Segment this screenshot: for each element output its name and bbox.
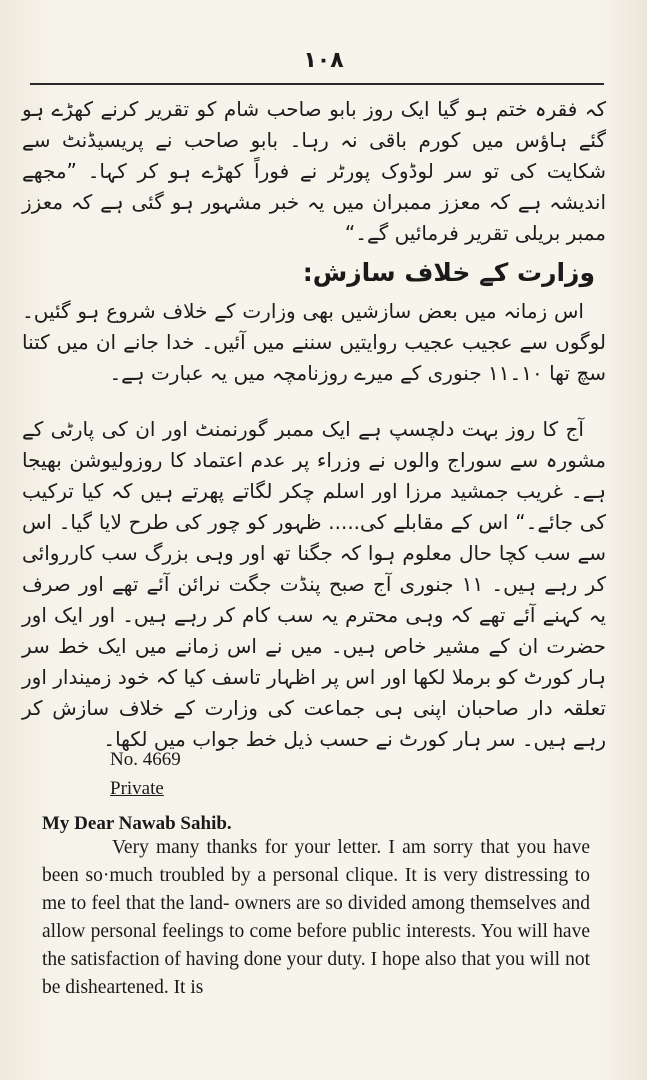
urdu-paragraph-3: آج کا روز بہت دلچسپ ہے ایک ممبر گورنمنٹ اور ان کی پارٹی کے مشورہ سے سوراج والوں نے وزراء پر عدم اعتماد کا روزولیوشن بھیجا ہے۔ غریب جمشید مرزا اور اسلم چکر لگاتے پھرتے ہیں کہ کیا ترکیب کی جائے۔“ اس کے مقابلے کی..... ظہور کو چور کی طرح لایا گیا۔ اس سے سب کچا حال معلوم ہوا کہ جگنا تھ اور وہی بزرگ سب کارروائی کر رہے ہیں۔ ۱۱ جنوری آج صبح پنڈت جگت نرائن آئے تھے اور صرف یہ کہنے آئے تھے کہ وہی محترم یہ سب کام کر رہے ہیں۔ اور ایک اور حضرت ان کے مشیر خاص ہیں۔ میں نے اس زمانے میں ایک خط سر ہار کورٹ کو برملا لکھا اور اس پر اظہار تاسف کیا کہ خود زمیندار اور تعلقہ دار صاحبان اپنی ہی جماعت کی وزارت کے خلاف سازش کر رہے ہیں۔ سر ہار کورٹ نے حسب ذیل خط جواب میں لکھا۔	[22, 417, 607, 751]
urdu-paragraph-1: کہ فقرہ ختم ہو گیا ایک روز بابو صاحب شام کو تقریر کرنے کھڑے ہو گئے ہاؤس میں کورم باقی نہ رہا۔ بابو صاحب نے پریسیڈنٹ سے شکایت کی تو سر لوڈوک پورٹر نے فوراً کھڑے ہو کر کہا۔ ”مجھے اندیشہ ہے کہ معزز ممبران میں یہ خبر مشہور ہو گئی ہے کہ معزز ممبر بریلی تقریر فرمائیں گے۔“	[22, 97, 606, 245]
header-rule	[30, 83, 604, 85]
letter-classification: Private	[110, 778, 164, 799]
section-heading: وزارت کے خلاف سازش:	[302, 258, 595, 287]
letter-body: Very many thanks for your letter. I am sorry that you have been so·much troubled by a personal clique. It is very distressing to me to feel that the land- owners are so divided among themselves and allow personal feelings to come before public interests. You will have the satisfaction of having done your duty. I hope also that you will not be disheartened. It is	[42, 837, 590, 998]
urdu-paragraph-2: اس زمانہ میں بعض سازشیں بھی وزارت کے خلاف شروع ہو گئیں۔ لوگوں سے عجیب عجیب روایتیں سننے میں آئیں۔ خدا جانے ان میں کتنا سچ تھا ۱۰۔۱۱ جنوری کے میرے روزنامچہ میں یہ عبارت ہے۔	[22, 299, 606, 385]
page-number: ۱۰۸	[303, 48, 344, 73]
letter-salutation: My Dear Nawab Sahib.	[42, 813, 232, 834]
letter-number: No. 4669	[110, 749, 181, 770]
